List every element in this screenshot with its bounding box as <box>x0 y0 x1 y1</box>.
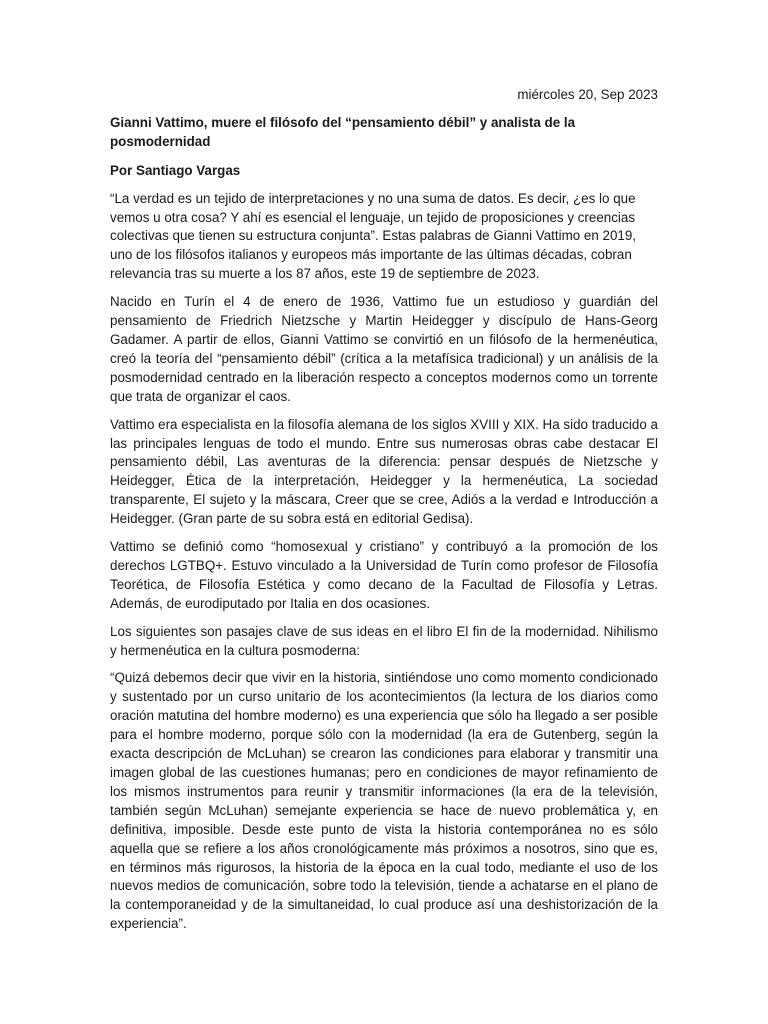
article-byline: Por Santiago Vargas <box>110 162 241 178</box>
paragraph-intro-quote: “La verdad es un tejido de interpretaciones y no una suma de datos. Es decir, ¿es lo que vemos u otra cosa? Y ahí es esencial el lenguaje, un tejido de proposiciones y creencias colectivas que tienen su estructura conjunta”. Estas palabras de Gianni Vattimo en 2019, uno de los filósofos italianos y europeos más importante de las últimas décadas, cobran relevancia tras su muerte a los 87 años, este 19 de septiembre de 2023. <box>110 190 637 282</box>
paragraph-biography: Nacido en Turín el 4 de enero de 1936, Vattimo fue un estudioso y guardián del pensamiento de Friedrich Nietzsche y Martin Heidegger y discípulo de Hans-Georg Gadamer. A partir de ellos, Gianni Vattimo se convirtió en un filósofo de la hermenéutica, creó la teoría del “pensamiento débil” (crítica a la metafísica tradicional) y un análisis de la posmodernidad centrado en la liberación respecto a conceptos modernos como un torrente que trata de organizar el caos. <box>110 294 658 404</box>
paragraph-book-quote: “Quizá debemos decir que vivir en la historia, sintiéndose uno como momento condicionado y sustentado por un curso unitario de los acontecimientos (la lectura de los diarios como oración matutina del hombre moderno) es una experiencia que sólo ha llegado a ser posible para el hombre moderno, porque sólo con la modernidad (la era de Gutenberg, según la exacta descripción de McLuhan) se crearon las condiciones para elaborar y transmitir una imagen global de las cuestiones humanas; pero en condiciones de mayor refinamiento de los mismos instrumentos para reunir y transmitir informaciones (la era de la televisión, también según McLuhan) semejante experiencia se hace de nuevo problemática y, en definitiva, imposible. Desde este punto de vista la historia contemporánea no es sólo aquella que se refiere a los años cronológicamente más próximos a nosotros, sino que es, en términos más rigurosos, la historia de la época en la cual todo, mediante el uso de los nuevos medios de comunicación, sobre todo la televisión, tiende a achatarse en el plano de la contemporaneidad y de la simultaneidad, lo cual produce así una deshistorización de la experiencia”. <box>110 670 658 932</box>
document-body <box>110 86 658 943</box>
document-date: miércoles 20, Sep 2023 <box>517 87 658 102</box>
paragraph-passages-intro: Los siguientes son pasajes clave de sus ideas en el libro El fin de la modernidad. Nihilismo y hermenéutica en la cultura posmoderna: <box>110 623 658 658</box>
article-title: Gianni Vattimo, muere el filósofo del “pensamiento débil” y analista de la posmodernidad <box>110 114 576 149</box>
paragraph-works: Vattimo era especialista en la filosofía alemana de los siglos XVIII y XIX. Ha sido traducido a las principales lenguas de todo el mundo. Entre sus numerosas obras cabe destacar El pensamiento débil, Las aventuras de la diferencia: pensar después de Nietzsche y Heidegger, Ética de la interpretación, Heidegger y la hermenéutica, La sociedad transparente, El sujeto y la máscara, Creer que se cree, Adiós a la verdad e Introducción a Heidegger. (Gran parte de su sobra está en editorial Gedisa). <box>110 416 658 527</box>
paragraph-career: Vattimo se definió como “homosexual y cristiano” y contribuyó a la promoción de los derechos LGTBQ+. Estuvo vinculado a la Universidad de Turín como profesor de Filosofía Teorética, de Filosofía Estética y como decano de la Facultad de Filosofía y Letras. Además, de eurodiputado por Italia en dos ocasiones. <box>110 539 658 611</box>
